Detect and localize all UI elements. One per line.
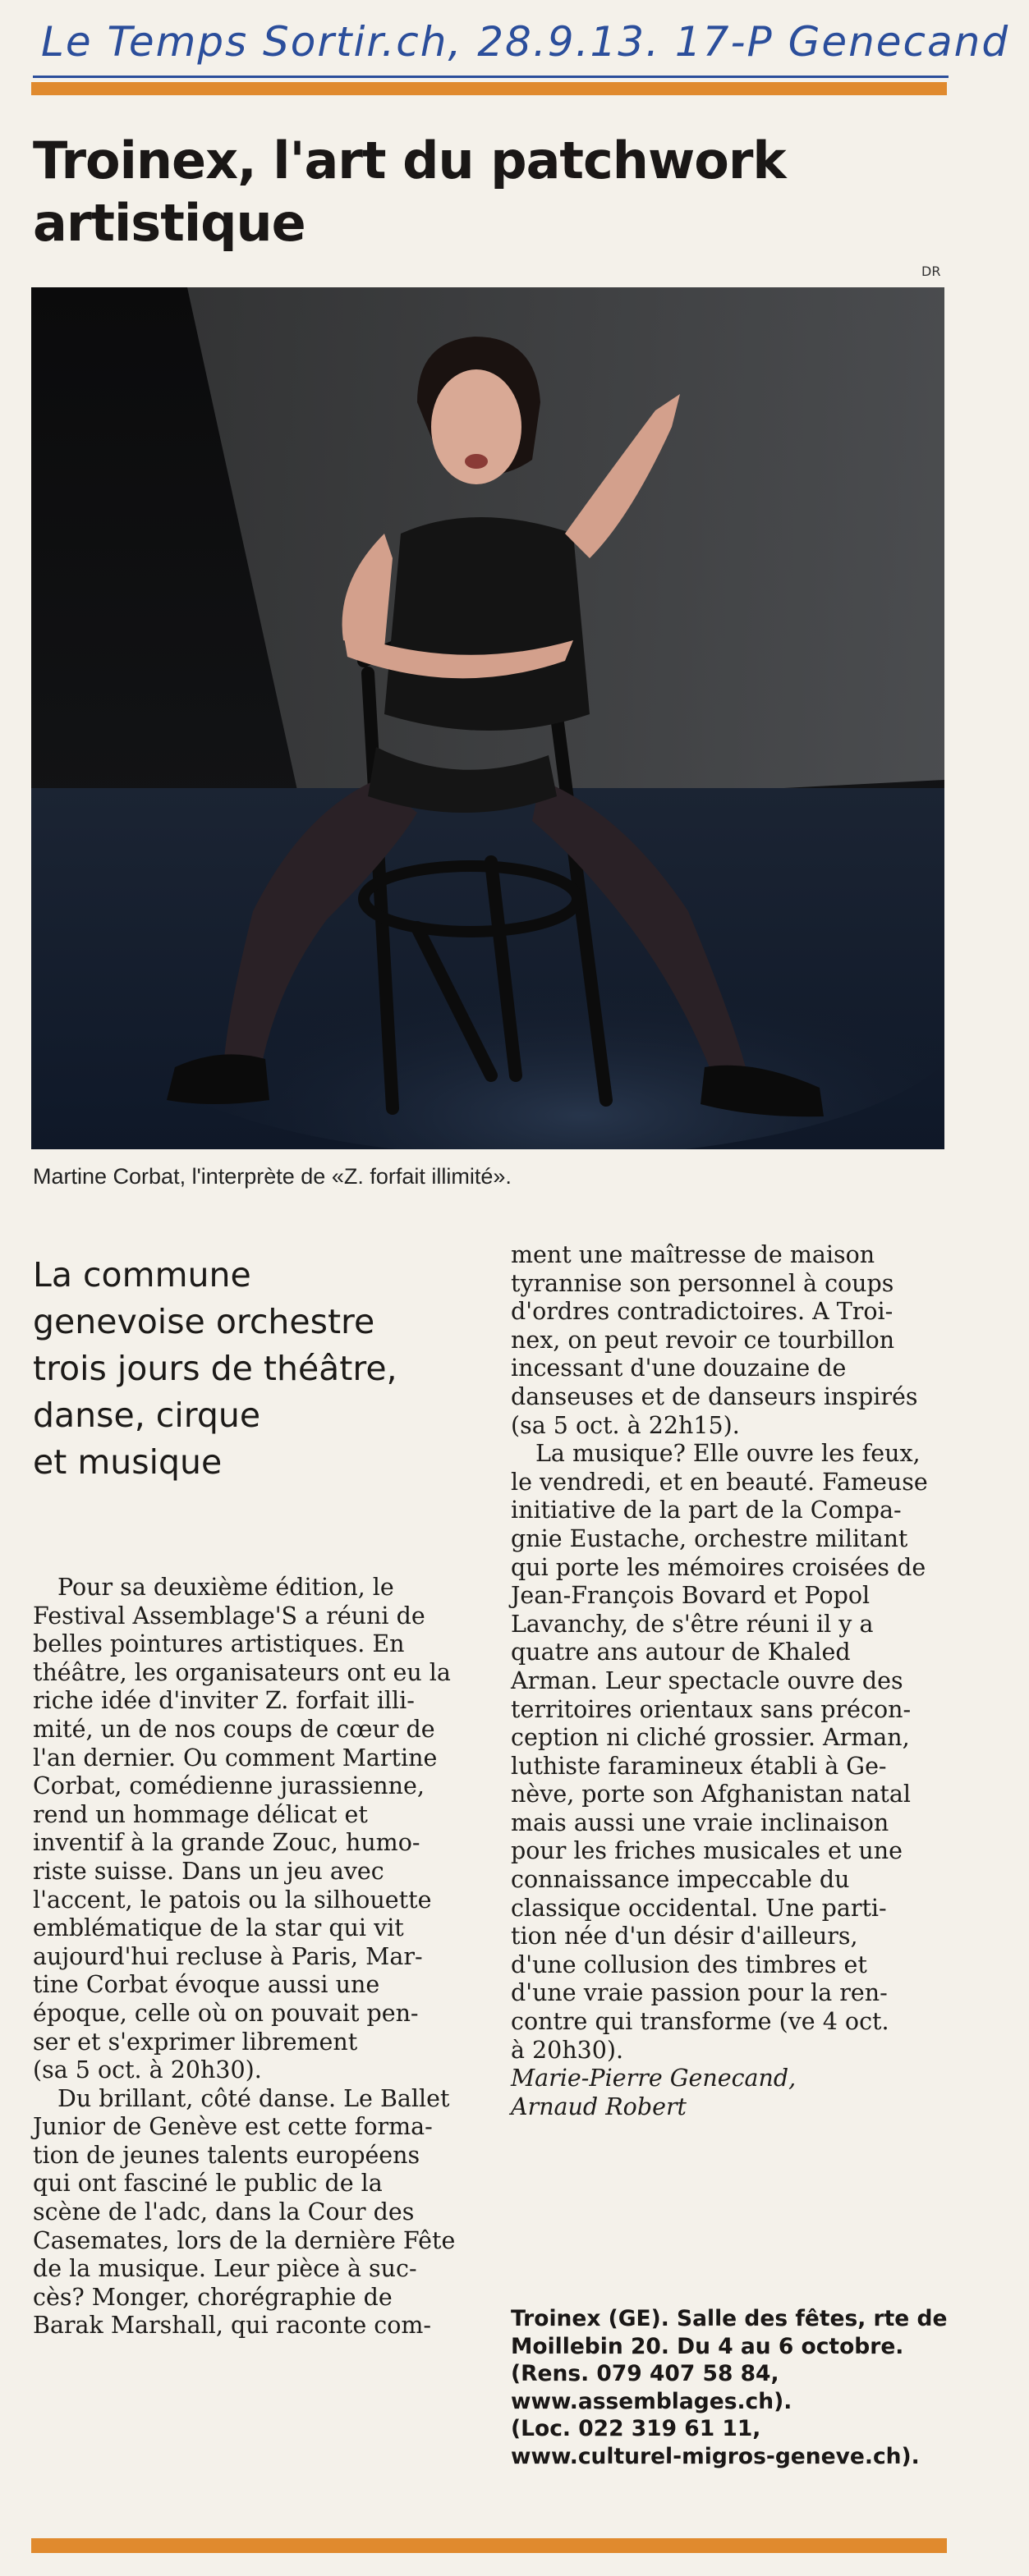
byline xyxy=(511,2065,950,2121)
text-line: Junior de Genève est cette forma- xyxy=(33,2113,433,2141)
text-line: ception ni cliché grossier. Arman, xyxy=(511,1724,910,1752)
text-line: le vendredi, et en beauté. Fameuse xyxy=(511,1468,928,1496)
paragraph xyxy=(33,2085,489,2340)
text-line: quatre ans autour de Khaled xyxy=(511,1639,851,1666)
text-line: ment une maîtresse de maison xyxy=(511,1241,875,1268)
practical-info xyxy=(511,2305,950,2470)
text-line: incessant d'une douzaine de xyxy=(511,1354,847,1382)
text-line: Pour sa deuxième édition, le xyxy=(57,1574,394,1601)
text-line: mais aussi une vraie inclinaison xyxy=(511,1808,889,1836)
headline-line: artistique xyxy=(33,193,305,253)
top-orange-rule xyxy=(31,82,947,95)
text-line: connaissance impeccable du xyxy=(511,1866,850,1894)
photo-credit: DR xyxy=(921,264,941,279)
byline-line: Arnaud Robert xyxy=(511,2092,687,2120)
subheading-line: La commune xyxy=(33,1255,251,1295)
text-line: aujourd'hui recluse à Paris, Mar- xyxy=(33,1942,423,1970)
subheading xyxy=(33,1252,493,1486)
text-line: (sa 5 oct. à 22h15). xyxy=(511,1411,740,1439)
text-line: territoires orientaux sans précon- xyxy=(511,1695,912,1723)
text-line: riche idée d'inviter Z. forfait illi- xyxy=(33,1687,415,1715)
body-column-right xyxy=(511,1241,950,2121)
text-line: de la musique. Leur pièce à suc- xyxy=(33,2255,417,2283)
text-line: tion de jeunes talents européens xyxy=(33,2141,420,2169)
text-line: Lavanchy, de s'être réuni il y a xyxy=(511,1610,874,1638)
text-line: Corbat, comédienne jurassienne, xyxy=(33,1772,425,1800)
text-line: cès? Monger, chorégraphie de xyxy=(33,2283,393,2311)
text-line: emblématique de la star qui vit xyxy=(33,1914,404,1942)
text-line: (sa 5 oct. à 20h30). xyxy=(33,2056,262,2084)
text-line: scène de l'adc, dans la Cour des xyxy=(33,2198,415,2226)
byline-line: Marie-Pierre Genecand, xyxy=(511,2065,797,2092)
performer-photo xyxy=(31,287,944,1149)
text-line: Barak Marshall, qui raconte com- xyxy=(33,2312,432,2340)
text-line: La musique? Elle ouvre les feux, xyxy=(535,1440,921,1468)
info-line: www.assemblages.ch). xyxy=(511,2388,792,2414)
text-line: pour les friches musicales et une xyxy=(511,1837,903,1865)
photo-caption: Martine Corbat, l'interprète de «Z. forfait illimité». xyxy=(33,1164,512,1189)
info-line: Moillebin 20. Du 4 au 6 octobre. xyxy=(511,2333,904,2359)
text-line: gnie Eustache, orchestre militant xyxy=(511,1524,908,1552)
bottom-orange-rule xyxy=(31,2538,947,2553)
text-line: Arman. Leur spectacle ouvre des xyxy=(511,1666,903,1694)
handwritten-source-note: Le Temps Sortir.ch, 28.9.13. 17-P Genecand xyxy=(41,18,1010,66)
subheading-line: et musique xyxy=(33,1442,223,1482)
paragraph xyxy=(33,1574,489,2085)
text-line: qui porte les mémoires croisées de xyxy=(511,1553,926,1581)
text-line: contre qui transforme (ve 4 oct. xyxy=(511,2008,889,2036)
text-line: inventif à la grande Zouc, humo- xyxy=(33,1829,420,1857)
text-line: d'une collusion des timbres et xyxy=(511,1950,867,1978)
text-line: Festival Assemblage'S a réuni de xyxy=(33,1602,425,1629)
info-line: Troinex (GE). Salle des fêtes, rte de xyxy=(511,2306,948,2331)
text-line: ser et s'exprimer librement xyxy=(33,2028,358,2056)
handwritten-underline xyxy=(33,76,949,78)
paragraph xyxy=(511,1440,950,2065)
text-line: danseuses et de danseurs inspirés xyxy=(511,1382,918,1410)
subheading-line: genevoise orchestre xyxy=(33,1302,375,1341)
headline xyxy=(33,130,920,254)
text-line: nex, on peut revoir ce tourbillon xyxy=(511,1326,895,1354)
text-line: initiative de la part de la Compa- xyxy=(511,1497,902,1524)
text-line: d'ordres contradictoires. A Troi- xyxy=(511,1298,893,1326)
subheading-line: trois jours de théâtre, xyxy=(33,1349,397,1388)
text-line: mité, un de nos coups de cœur de xyxy=(33,1715,435,1743)
info-line: (Rens. 079 407 58 84, xyxy=(511,2361,779,2386)
text-line: à 20h30). xyxy=(511,2036,624,2064)
text-line: Jean-François Bovard et Popol xyxy=(511,1582,871,1610)
body-column-left xyxy=(33,1574,489,2340)
paragraph xyxy=(511,1241,950,1440)
text-line: l'an dernier. Ou comment Martine xyxy=(33,1744,438,1772)
text-line: luthiste faramineux établi à Ge- xyxy=(511,1752,887,1780)
text-line: d'une vraie passion pour la ren- xyxy=(511,1979,888,2007)
text-line: Casemates, lors de la dernière Fête xyxy=(33,2226,456,2254)
text-line: tine Corbat évoque aussi une xyxy=(33,1971,380,1999)
text-line: classique occidental. Une parti- xyxy=(511,1894,887,1922)
subheading-line: danse, cirque xyxy=(33,1396,261,1435)
text-line: tyrannise son personnel à coups xyxy=(511,1269,894,1297)
text-line: nève, porte son Afghanistan natal xyxy=(511,1781,911,1808)
text-line: théâtre, les organisateurs ont eu la xyxy=(33,1658,451,1686)
text-line: belles pointures artistiques. En xyxy=(33,1630,405,1658)
text-line: qui ont fasciné le public de la xyxy=(33,2170,383,2198)
text-line: rend un hommage délicat et xyxy=(33,1800,368,1828)
text-line: l'accent, le patois ou la silhouette xyxy=(33,1886,432,1914)
headline-line: Troinex, l'art du patchwork xyxy=(33,131,786,190)
text-line: époque, celle où on pouvait pen- xyxy=(33,1999,419,2027)
text-line: riste suisse. Dans un jeu avec xyxy=(33,1857,384,1885)
text-line: tion née d'un désir d'ailleurs, xyxy=(511,1923,858,1950)
text-line: Du brillant, côté danse. Le Ballet xyxy=(57,2084,450,2112)
info-line: (Loc. 022 319 61 11, xyxy=(511,2416,761,2441)
info-line: www.culturel-migros-geneve.ch). xyxy=(511,2443,920,2469)
